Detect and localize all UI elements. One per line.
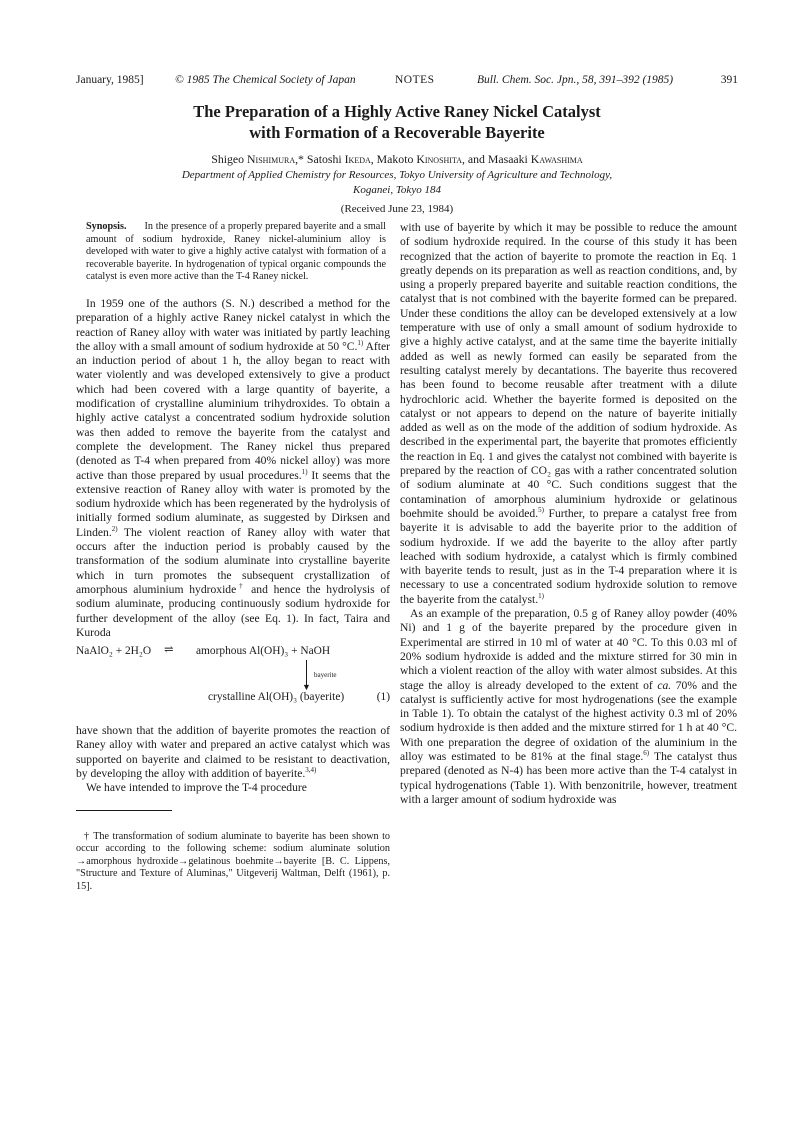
reference-marker: 1) (357, 339, 364, 347)
paragraph-text: As an example of the preparation, 0.5 g of Raney alloy powder (40% Ni) and 1 g of the bayerite prepared by the procedure given in Experimental are stirred in 10 ml of water at 40 °C. To this 0.03 ml of 20% sodium hydroxide is added and the mixture stirred for 30 min in which a violent reaction of the alloy with water almost subsides. At this stage the alloy is already developed to the extent of (400, 607, 737, 692)
author-family-name: Nishimura (247, 152, 296, 166)
down-arrow-icon: ▼ (302, 682, 311, 693)
paragraph-text: The violent reaction of Raney alloy with water that occurs after the induction period is probably caused by the transformation of the sodium aluminate into crystalline bayerite which in turn promotes the subsequent crystallization of amorphous aluminium hydroxide (76, 525, 390, 596)
equation-reactants: NaAlO₂ + 2H₂O (76, 645, 152, 658)
author-family-name: Kawashima (530, 152, 583, 166)
affiliation-line-2: Koganei, Tokyo 184 (353, 183, 441, 196)
author-given-name: Satoshi (306, 152, 345, 166)
synopsis (76, 221, 390, 284)
left-column (76, 221, 390, 894)
reference-marker: 6) (643, 749, 650, 758)
journal-citation: Bull. Chem. Soc. Jpn., 58, 391–392 (1985) (477, 74, 674, 86)
synopsis-text: In the presence of a properly prepared bayerite and a small amount of sodium hydroxide, Raney nickel-aluminium alloy is developed with water to give a highly active catalyst with formation of a recoverable bayerite. In hydrogenation of typical organic compounds the catalyst is even more active than the T-4 Raney nickel. (86, 221, 386, 283)
paragraph-text: It seems that the extensive reaction of Raney alloy with water is promoted by the sodium hydroxide which has been regenerated by the hydrolysis of initially formed sodium aluminate, as suggested by Dirksen and Linden. (76, 468, 391, 539)
reference-marker: 1) (538, 591, 544, 600)
author-separator: , and (461, 152, 488, 166)
author-family-name: Ikeda (344, 152, 371, 166)
issue-date: January, 1985] (76, 74, 144, 86)
synopsis-label: Synopsis. (86, 221, 127, 232)
affiliation (60, 168, 734, 197)
reference-marker: 3,4) (305, 766, 317, 775)
paragraph-text: 70% and the catalyst is sufficiently active for most hydrogenations (see the example in Table 1). To obtain the catalyst of the highest activity 0.3 ml of 20% sodium hydroxide is then added and the mixture stirred for 1 h at 40 °C. With one preparation the degree of oxidation of the aluminium in the alloy was estimated to be 81% at the final stage. (400, 678, 737, 763)
running-head (76, 72, 738, 88)
page-number: 391 (720, 74, 738, 86)
equation-catalyst: bayerite (314, 671, 337, 680)
paragraph-text: with use of bayerite by which it may be possible to reduce the amount of sodium hydroxide required. In the course of this study it has been recognized that the action of bayerite to promote the reaction in Eq. 1 greatly depends on its preparation as well as reaction conditions, and, by using a properly prepared bayerite and suitable reaction conditions, the catalyst that is not combined with the bayerite formed can be prepared. Under these conditions the alloy can be developed extensively at a low temperature with use of only a small amount of sodium hydroxide to give a highly active catalyst, and at the same time the bayerite initially added as well as newly formed can easily be separated from the resulting catalyst merely by decantations. The bayerite thus recovered has been found to become reusable after treatment with a dilute hydrochloric acid. Whether the bayerite formed is deposited on the catalyst or not appears to depend on the nature of bayerite initially added as well as on the mode of the addition of sodium hydroxide. As described in the experimental part, the bayerite that promotes efficiently the reaction in Eq. 1 and gives the catalyst not combined with bayerite is prepared by the reaction of CO₂ gas with a rather concentrated solution of sodium aluminate at 40 °C. Such conditions suggest that the contamination of amorphous aluminium hydroxide or gelatinous boehmite should be avoided. (400, 221, 737, 520)
author-list (60, 151, 734, 167)
title-line-1: The Preparation of a Highly Active Raney Nickel Catalyst (193, 102, 601, 121)
chemical-equation (76, 644, 390, 716)
paragraph-text: The catalyst thus prepared (denoted as N-4) has been more active than the T-4 catalyst in typical hydrogenations (Table 1). With benzonitrile, however, treatment with a larger amount of sodium hydroxide was (400, 749, 738, 806)
paragraph-text: After an induction period of about 1 h, the alloy began to react with water violently and was developed extensively to give a product which had been covered with a large quantity of bayerite, a modification of crystalline aluminium trihydroxides. To obtain a highly active catalyst a concentrated sodium hydroxide solution was then added to remove the bayerite from the catalyst and complete the development. The Raney nickel thus prepared (denoted as T-4 when prepared from 40% nickel alloy) was more active than those prepared by usual procedures. (76, 339, 390, 482)
footnote: † The transformation of sodium aluminate to bayerite has been shown to occur according to the following scheme: sodium aluminate solution →amorphous hydroxide→gelatinous boehmite→bayerite [B. C. Lippens, "Structure and Texture of Aluminas," Uitgeverij Waltman, Delft (1961), p. 15]. (76, 830, 390, 892)
reference-marker: 2) (111, 524, 118, 533)
paragraph-text: have shown that the addition of bayerite promotes the reaction of Raney alloy with water and prepared an active catalyst which was supported on bayerite and claimed to be resistant to deactivation, by developing the alloy with addition of bayerite. (76, 724, 390, 780)
equilibrium-arrow-icon: ⇌ (164, 644, 174, 657)
author-given-name: Makoto (376, 152, 417, 166)
equation-products: amorphous Al(OH)₃ + NaOH (196, 645, 331, 658)
reference-marker: 1) (301, 467, 308, 476)
footnote-divider (76, 810, 172, 811)
received-date: (Received June 23, 1984) (340, 203, 454, 215)
paragraph-text: We have intended to improve the T-4 procedure (86, 781, 307, 795)
body-paragraph (76, 297, 390, 640)
right-column (400, 221, 737, 807)
author-separator: , (370, 152, 377, 166)
author-given-name: Masaaki (487, 152, 531, 166)
paper-title (60, 101, 734, 143)
footnote-marker: † (236, 582, 246, 591)
author-separator: ,* (295, 152, 307, 166)
body-paragraph (400, 221, 737, 607)
reference-marker: 5) (538, 506, 544, 515)
italic-term: ca. (657, 678, 672, 692)
title-line-2: with Formation of a Recoverable Bayerite (249, 123, 545, 142)
affiliation-line-1: Department of Applied Chemistry for Resources, Tokyo University of Agriculture and Technology, (181, 169, 613, 181)
body-paragraph (76, 724, 390, 781)
body-paragraph (400, 607, 737, 807)
equation-final-product: crystalline Al(OH)₃ (bayerite) (208, 691, 345, 704)
paragraph-text: Further, to prepare a catalyst free from bayerite it is advisable to add the bayerite prior to the addition of sodium hydroxide. If we add the bayerite to the alloy after partly leached with sodium hydroxide, a catalyst which is firmly combined with bayerite tends to result, just as in the T-4 preparation where it is necessary to use a concentrated sodium hydroxide solution to remove the bayerite from the catalyst. (400, 506, 737, 606)
body-paragraph (76, 781, 390, 795)
section-label: NOTES (395, 74, 435, 86)
copyright-notice: © 1985 The Chemical Society of Japan (175, 74, 356, 86)
author-family-name: Kinoshita (416, 152, 462, 166)
paragraph-text: In 1959 one of the authors (S. N.) described a method for the preparation of a highly active Raney nickel catalyst in which the reaction of Raney alloy with water was initiated by partly leaching the alloy with a small amount of sodium hydroxide at 50 °C. (76, 296, 390, 353)
paragraph-text: and hence the hydrolysis of sodium aluminate, producing continuously sodium hydroxide for further development of the alloy (see Eq. 1). In fact, Taira and Kuroda (76, 582, 390, 639)
author-given-name: Shigeo (211, 152, 248, 166)
equation-number: (1) (376, 691, 390, 704)
